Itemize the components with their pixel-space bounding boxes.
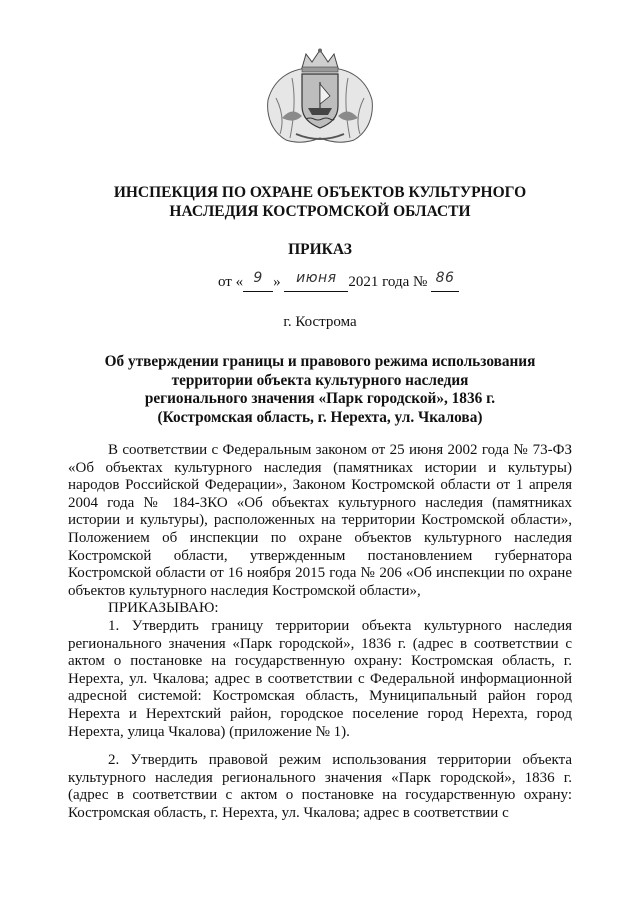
subject-line-2: территории объекта культурного наследия (171, 371, 469, 389)
city-name: г. Кострома (283, 314, 357, 330)
item-1-paragraph: 1. Утвердить границу территории объекта культурного наследия регионального значения «Парк городской», 1836 г. (адрес в соответствии с актом о постановке на государственную охрану: Костромская область, г. Нерехта, ул. Чкалова; адрес в соответствии с Федеральной информационной адресной системой: Костромская область, Муниципальный район город Нерехта и Нерехтский район, городское поселение город Нерехта, город Нерехта, улица Чкалова) (приложение № 1). (68, 617, 572, 740)
preamble-paragraph: В соответствии с Федеральным законом от 25 июня 2002 года № 73-ФЗ «Об объектах культурного наследия (памятниках истории и культуры) народов Российской Федерации», Законом Костромской области от 1 апреля 2004 года № 184-ЗКО «Об объектах культурного наследия (памятниках истории и культуры), расположенных на территории Костромской области», Положением об инспекции по охране объектов культурного наследия Костромской области, утвержденным постановлением губернатора Костромской области от 16 ноября 2015 года № 206 «Об инспекции по охране объектов культурного наследия Костромской области», (68, 442, 572, 599)
subject-line-3: регионального значения «Парк городской», 1836 г. (144, 390, 496, 407)
org-line-2: НАСЛЕДИЯ КОСТРОМСКОЙ ОБЛАСТИ (169, 203, 471, 220)
kostroma-coat-of-arms-icon (262, 48, 378, 146)
org-line-1: ИНСПЕКЦИЯ ПО ОХРАНЕ ОБЪЕКТОВ КУЛЬТУРНОГО (113, 184, 527, 201)
subject-line-1: Об утверждении границы и правового режима использования (104, 353, 536, 370)
item-2-paragraph: 2. Утвердить правовой режим использования территории объекта культурного наследия регионального значения «Парк городской», 1836 г. (адрес в соответствии с актом о постановке на государственную охрану: Костромская область, г. Нерехта, ул. Чкалова; адрес в соответствии с (68, 752, 572, 821)
order-subject (80, 353, 560, 427)
date-mid: » (273, 274, 281, 290)
year-text: 2021 года № (348, 274, 428, 290)
handwritten-number: 86 (435, 270, 455, 286)
command-line: ПРИКАЗЫВАЮ: (108, 600, 219, 617)
subject-line-4: (Костромская область, г. Нерехта, ул. Чкалова) (157, 408, 483, 426)
number-blank (431, 270, 459, 292)
organization-name (60, 183, 580, 221)
date-prefix: от « (218, 274, 244, 290)
handwritten-day: 9 (253, 270, 263, 286)
day-blank (243, 270, 273, 292)
month-blank (284, 270, 348, 292)
document-type-title: ПРИКАЗ (288, 241, 352, 258)
order-body (68, 442, 572, 822)
order-date-line (218, 270, 459, 292)
handwritten-month: июня (296, 270, 337, 286)
